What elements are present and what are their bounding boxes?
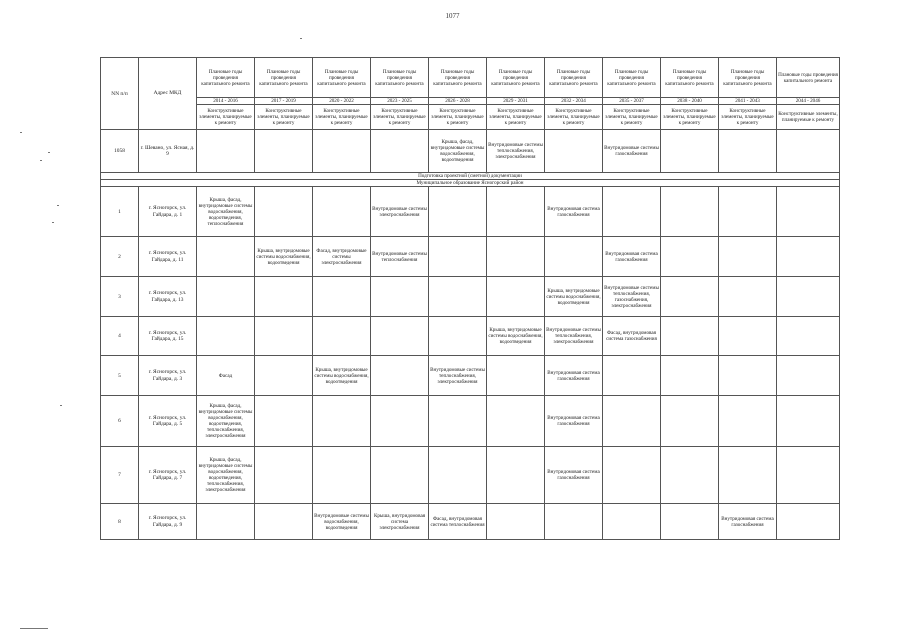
repair-cell [197,277,255,317]
repair-cell [777,237,840,277]
repair-cell [777,356,840,396]
row-address: г. Ясногорск, ул. Гайдара, д. 1 [139,187,197,237]
row-number: 6 [101,396,139,447]
repair-cell [313,447,371,504]
row-number: 1 [101,187,139,237]
repair-cell [197,317,255,356]
repair-cell [719,187,777,237]
repair-cell [661,187,719,237]
repair-cell [255,187,313,237]
header-elements-label: Конструктивные элементы, планируемые к ремонту [429,105,487,130]
repair-cell [661,130,719,173]
section-title: Подготовка проектной (сметной) документации [101,173,840,180]
repair-cell: Крыша, внутридомовые системы водоснабжения, водоотведения [545,277,603,317]
repair-cell [603,504,661,540]
repair-cell: Крыша, фасад, внутридомовые системы водоснабжения, водоотведения [429,130,487,173]
repair-cell [429,317,487,356]
repair-cell [777,447,840,504]
repair-cell [255,317,313,356]
repair-cell: Внутридомовые системы теплоснабжения, газоснабжения, электроснабжения [603,277,661,317]
repair-cell: Внутридомовые системы электроснабжения [371,187,429,237]
repair-cell [371,447,429,504]
repair-cell [661,447,719,504]
scan-speck [40,160,42,161]
row-address: г. Шевано, ул. Ясная, д. 9 [139,130,197,173]
header-elements-label: Конструктивные элементы, планируемые к ремонту [545,105,603,130]
scan-speck [60,405,62,406]
repair-cell: Внутридомовая система газоснабжения [545,187,603,237]
repair-cell [313,396,371,447]
repair-cell: Фасад, внутридомовая система теплоснабжения [429,504,487,540]
repair-cell [371,277,429,317]
header-period-range: 2035 - 2037 [603,98,661,105]
repair-cell [777,130,840,173]
header-elements-label: Конструктивные элементы, планируемые к ремонту [719,105,777,130]
repair-cell [661,277,719,317]
repair-cell [255,504,313,540]
repair-cell [719,356,777,396]
header-period-range: 2020 - 2022 [313,98,371,105]
repair-cell: Внутридомовые системы теплоснабжения [371,237,429,277]
repair-cell [313,130,371,173]
row-number: 2 [101,237,139,277]
repair-cell [313,277,371,317]
repair-cell: Внутридомовая система газоснабжения [545,447,603,504]
table-row [101,356,840,396]
header-period-label: Плановые годы проведения капитального ремонта [603,58,661,98]
repair-cell [719,277,777,317]
header-elements-label: Конструктивные элементы, планируемые к ремонту [777,105,840,130]
repair-cell [313,317,371,356]
header-period-label: Плановые годы проведения капитального ремонта [197,58,255,98]
row-number: 8 [101,504,139,540]
repair-cell [197,237,255,277]
page-number: 1077 [445,12,460,20]
header-period-range: 2044 - 2046 [777,98,840,105]
repair-cell [661,317,719,356]
header-period-range: 2038 - 2040 [661,98,719,105]
table-row [101,187,840,237]
repair-cell [487,447,545,504]
repair-cell [197,504,255,540]
row-number: 4 [101,317,139,356]
repair-cell [197,130,255,173]
header-period-label: Плановые годы проведения капитального ремонта [719,58,777,98]
repair-cell [661,356,719,396]
repair-cell [313,187,371,237]
repair-cell [777,504,840,540]
repair-cell: Крыша, внутридомовые системы водоснабжения, водоотведения [313,356,371,396]
header-elements-label: Конструктивные элементы, планируемые к ремонту [313,105,371,130]
repair-cell: Внутридомовые системы водоснабжения, водоотведения [313,504,371,540]
repair-cell [487,396,545,447]
repair-cell [603,356,661,396]
repair-cell [719,447,777,504]
repair-cell [487,504,545,540]
repair-cell [487,187,545,237]
header-elements-label: Конструктивные элементы, планируемые к ремонту [661,105,719,130]
repair-cell [603,447,661,504]
table-row [101,504,840,540]
row-number: 5 [101,356,139,396]
scan-speck [20,132,22,133]
header-elements-label: Конструктивные элементы, планируемые к ремонту [197,105,255,130]
repair-cell: Крыша, фасад, внутридомовые системы водоснабжения, водоотведения, теплоснабжения [197,187,255,237]
row-address: г. Ясногорск, ул. Гайдара, д. 13 [139,277,197,317]
repair-cell [777,396,840,447]
header-period-range: 2041 - 2043 [719,98,777,105]
section-title: Муниципальное образование Ясногорский район [101,180,840,187]
repair-cell [661,504,719,540]
scan-speck [20,628,48,629]
repair-cell [371,356,429,396]
repair-cell [429,277,487,317]
repair-cell [255,356,313,396]
repair-cell [429,237,487,277]
repair-cell: Крыша, внутридомовая система электроснабжения [371,504,429,540]
header-num: NN п/п [101,58,139,130]
repair-cell: Внутридомовая система газоснабжения [719,504,777,540]
repair-cell: Внутридомовые системы теплоснабжения, электроснабжения [487,130,545,173]
repair-cell [719,396,777,447]
repair-cell [603,187,661,237]
repair-cell: Внутридомовые системы газоснабжения [603,130,661,173]
repair-cell [487,277,545,317]
repair-cell [371,130,429,173]
repair-cell: Фасад, внутридомовые системы электроснабжения [313,237,371,277]
header-period-range: 2017 - 2019 [255,98,313,105]
header-period-label: Плановые годы проведения капитального ремонта [545,58,603,98]
table-row [101,277,840,317]
row-address: г. Ясногорск, ул. Гайдара, д. 11 [139,237,197,277]
header-period-range: 2026 - 2028 [429,98,487,105]
repair-cell [545,504,603,540]
repair-cell [255,130,313,173]
row-address: г. Ясногорск, ул. Гайдара, д. 15 [139,317,197,356]
repair-cell [255,396,313,447]
repair-cell: Внутридомовая система газоснабжения [603,237,661,277]
header-period-range: 2014 - 2016 [197,98,255,105]
repair-cell [719,237,777,277]
row-number: 7 [101,447,139,504]
header-period-label: Плановые годы проведения капитального ремонта [371,58,429,98]
header-period-range: 2023 - 2025 [371,98,429,105]
repair-cell [661,396,719,447]
header-period-label: Плановые годы проведения капитального ремонта [429,58,487,98]
scan-speck [57,205,59,206]
row-address: г. Ясногорск, ул. Гайдара, д. 3 [139,356,197,396]
repair-cell [777,277,840,317]
repair-cell [487,237,545,277]
header-address: Адрес МКД [139,58,197,130]
repair-cell: Фасад, внутридомовая система газоснабжения [603,317,661,356]
repair-cell: Фасад [197,356,255,396]
scan-speck [52,222,54,223]
repair-cell [777,317,840,356]
repair-cell: Внутридомовая система газоснабжения [545,396,603,447]
repair-cell: Крыша, фасад, внутридомовые системы водоснабжения, водоотведения, теплоснабжения, электроснабжения [197,447,255,504]
repair-cell: Крыша, внутридомовые системы водоснабжения, водоотведения [255,237,313,277]
repair-cell [545,237,603,277]
repair-cell [777,187,840,237]
repair-cell [255,277,313,317]
repair-cell [429,396,487,447]
repair-cell [603,396,661,447]
row-address: г. Ясногорск, ул. Гайдара, д. 7 [139,447,197,504]
row-number: 1058 [101,130,139,173]
repair-cell: Внутридомовая система газоснабжения [545,356,603,396]
repair-cell [255,447,313,504]
repair-cell: Крыша, фасад, внутридомовые системы водоснабжения, водоотведения, теплоснабжения, электроснабжения [197,396,255,447]
header-elements-label: Конструктивные элементы, планируемые к ремонту [487,105,545,130]
header-elements-label: Конструктивные элементы, планируемые к ремонту [371,105,429,130]
repair-cell: Внутридомовые системы теплоснабжения, электроснабжения [545,317,603,356]
repair-cell [661,237,719,277]
scan-speck [300,38,302,39]
repair-cell [371,396,429,447]
header-period-label: Плановые годы проведения капитального ремонта [777,58,840,98]
repair-cell: Крыша, внутридомовые системы водоснабжения, водоотведения [487,317,545,356]
repair-cell [719,317,777,356]
row-number: 3 [101,277,139,317]
repair-schedule-table [100,57,840,540]
header-period-label: Плановые годы проведения капитального ремонта [313,58,371,98]
header-elements-label: Конструктивные элементы, планируемые к ремонту [603,105,661,130]
repair-cell [545,130,603,173]
table-row [101,237,840,277]
repair-cell [429,447,487,504]
header-period-label: Плановые годы проведения капитального ремонта [255,58,313,98]
table-row [101,317,840,356]
row-address: г. Ясногорск, ул. Гайдара, д. 9 [139,504,197,540]
repair-cell [719,130,777,173]
header-period-label: Плановые годы проведения капитального ремонта [661,58,719,98]
table-row [101,396,840,447]
repair-cell: Внутридомовые системы теплоснабжения, электроснабжения [429,356,487,396]
table-row [101,130,840,173]
repair-cell [487,356,545,396]
header-period-range: 2029 - 2031 [487,98,545,105]
header-period-range: 2032 - 2034 [545,98,603,105]
header-elements-label: Конструктивные элементы, планируемые к ремонту [255,105,313,130]
table-row [101,447,840,504]
header-period-label: Плановые годы проведения капитального ремонта [487,58,545,98]
scan-speck [48,152,50,153]
row-address: г. Ясногорск, ул. Гайдара, д. 5 [139,396,197,447]
repair-cell [371,317,429,356]
repair-cell [429,187,487,237]
